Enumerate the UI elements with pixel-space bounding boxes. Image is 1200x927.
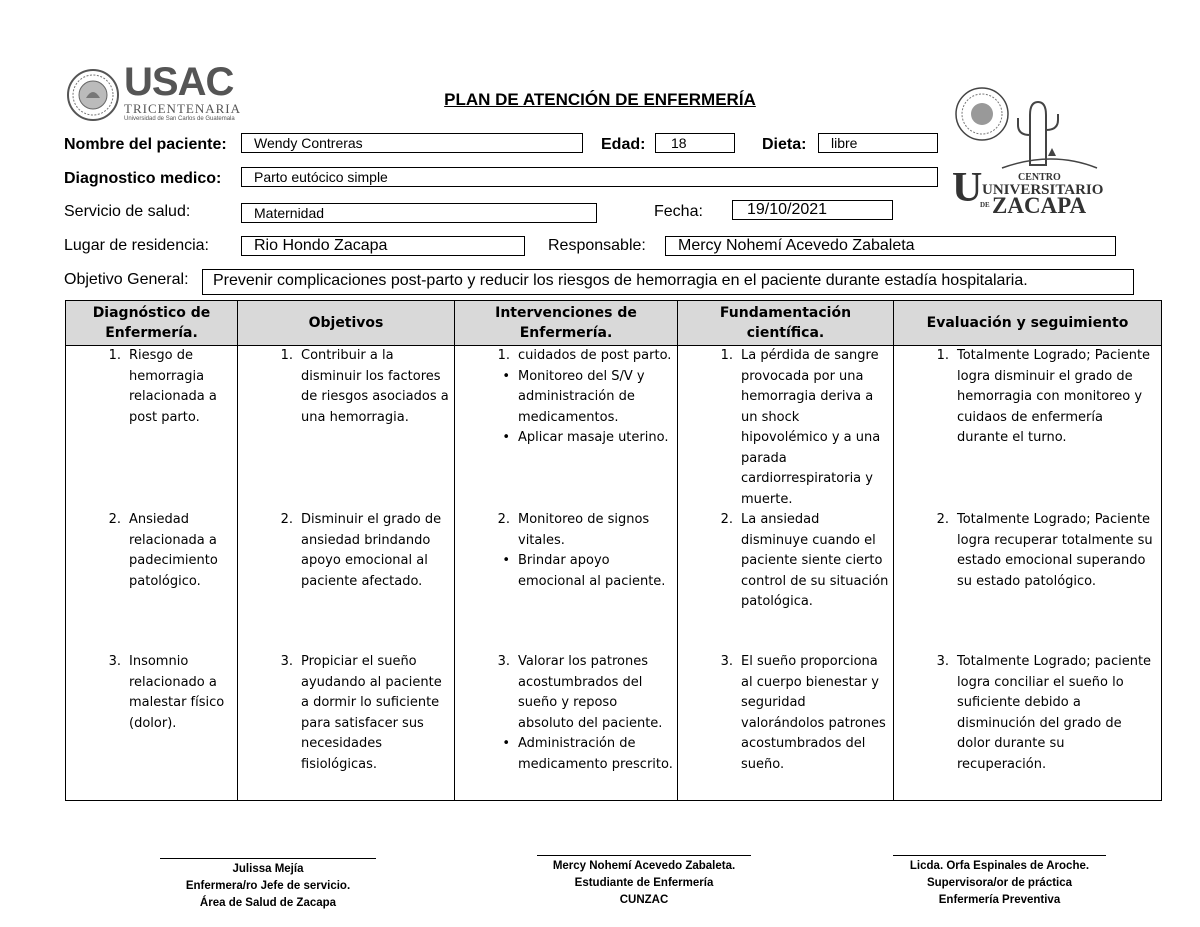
item-number: 1.: [108, 348, 121, 363]
cell-diagnosis: [66, 652, 238, 800]
diet-label: Dieta:: [762, 136, 807, 153]
bullet-icon: •: [502, 736, 510, 751]
date-label: Fecha:: [654, 203, 703, 220]
item-number: 3.: [720, 654, 733, 669]
patient-label: Nombre del paciente:: [64, 136, 227, 153]
item-number: 2.: [108, 512, 121, 527]
signature-place: Enfermería Preventiva: [938, 894, 1061, 906]
cell-rationale: [678, 652, 894, 800]
item-text: Totalmente Logrado; paciente logra conciliar el sueño lo suficiente debido a disminución del grado de dolor durante su recuperación.: [957, 654, 1152, 772]
bullet-text: Aplicar masaje uterino.: [518, 430, 669, 445]
signature-name: Julissa Mejía: [232, 863, 304, 875]
usac-wordmark: USAC: [124, 60, 234, 104]
signature-role: Enfermera/ro Jefe de servicio.: [185, 880, 351, 892]
responsible-field[interactable]: Mercy Nohemí Acevedo Zabaleta: [665, 236, 1116, 256]
cunzac-u-letter: U: [952, 165, 983, 211]
cell-interventions: [455, 346, 678, 511]
signature-place: Área de Salud de Zacapa: [199, 897, 337, 909]
page-title: PLAN DE ATENCIÓN DE ENFERMERÍA: [444, 90, 756, 109]
signature-name: Mercy Nohemí Acevedo Zabaleta.: [552, 860, 736, 872]
cell-interventions: [455, 510, 678, 652]
usac-tagline: Universidad de San Carlos de Guatemala: [124, 116, 235, 122]
item-text: Ansiedad relacionada a padecimiento patológico.: [129, 512, 218, 589]
cell-objective: [238, 652, 455, 800]
table-header-row: [66, 301, 1162, 346]
cell-rationale: [678, 510, 894, 652]
table-row: [66, 510, 1162, 652]
item-number: 1.: [936, 348, 949, 363]
item-text: Valorar los patrones acostumbrados del sueño y reposo absoluto del paciente.: [518, 654, 663, 731]
item-text: La ansiedad disminuye cuando el paciente siente cierto control de su situación patológica.: [741, 512, 889, 609]
item-text: Totalmente Logrado; Paciente logra recuperar totalmente su estado emocional superando su estado patológico.: [957, 512, 1153, 589]
item-text: Monitoreo de signos vitales.: [518, 512, 650, 548]
cell-objective: [238, 346, 455, 511]
bullet-text: Monitoreo del S/V y administración de medicamentos.: [518, 368, 645, 425]
service-label: Servicio de salud:: [64, 203, 191, 220]
bullet-text: Brindar apoyo emocional al paciente.: [518, 553, 666, 589]
signature-name: Licda. Orfa Espinales de Aroche.: [909, 860, 1090, 872]
bullet-text: Administración de medicamento prescrito.: [518, 736, 673, 772]
objective-label: Objetivo General:: [64, 271, 189, 288]
item-number: 3.: [280, 654, 293, 669]
cell-objective: [238, 510, 455, 652]
age-field[interactable]: 18: [655, 133, 735, 153]
item-text: Contribuir a la disminuir los factores de riesgos asociados a una hemorragia.: [301, 348, 449, 425]
cell-interventions: [455, 652, 678, 800]
item-number: 1.: [497, 348, 510, 363]
item-number: 3.: [108, 654, 121, 669]
diagnosis-field[interactable]: Parto eutócico simple: [241, 167, 938, 187]
residence-field[interactable]: Rio Hondo Zacapa: [241, 236, 525, 256]
signature-block-student: [537, 855, 751, 909]
care-plan-table: [65, 300, 1162, 801]
cell-diagnosis: [66, 510, 238, 652]
usac-subtitle: TRICENTENARIA: [124, 101, 241, 116]
service-field[interactable]: Maternidad: [241, 203, 597, 223]
item-number: 3.: [936, 654, 949, 669]
signature-role: Estudiante de Enfermería: [574, 877, 714, 889]
item-number: 1.: [280, 348, 293, 363]
signature-line: [160, 858, 376, 859]
diet-field[interactable]: libre: [818, 133, 938, 153]
bullet-icon: •: [502, 430, 510, 445]
item-text: Disminuir el grado de ansiedad brindando apoyo emocional al paciente afectado.: [301, 512, 442, 589]
header-rationale: Fundamentación científica.: [678, 301, 894, 346]
table-row: [66, 346, 1162, 511]
header-interventions: Intervenciones de Enfermería.: [455, 301, 678, 346]
signature-place: CUNZAC: [619, 894, 669, 906]
item-text: Insomnio relacionado a malestar físico (dolor).: [129, 654, 225, 731]
signature-block-supervisor: [893, 855, 1106, 909]
item-number: 2.: [936, 512, 949, 527]
item-text: cuidados de post parto.: [518, 348, 672, 363]
signature-line: [893, 855, 1106, 856]
objective-field[interactable]: Prevenir complicaciones post-parto y reducir los riesgos de hemorragia en el paciente durante estadía hospitalaria.: [202, 269, 1134, 295]
item-number: 2.: [280, 512, 293, 527]
item-number: 2.: [497, 512, 510, 527]
item-text: Propiciar el sueño ayudando al paciente a dormir lo suficiente para satisfacer sus necesidades fisiológicas.: [301, 654, 442, 772]
header-diagnosis: Diagnóstico de Enfermería.: [66, 301, 238, 346]
bullet-icon: •: [502, 368, 510, 384]
header-evaluation: Evaluación y seguimiento: [894, 301, 1162, 346]
age-label: Edad:: [601, 136, 646, 153]
cell-evaluation: [894, 346, 1162, 511]
signature-block-head-nurse: [160, 858, 376, 912]
table-row: [66, 652, 1162, 800]
diagnosis-label: Diagnostico medico:: [64, 170, 222, 187]
item-number: 3.: [497, 654, 510, 669]
signature-line: [537, 855, 751, 856]
residence-label: Lugar de residencia:: [64, 237, 209, 254]
cell-evaluation: [894, 510, 1162, 652]
cell-rationale: [678, 346, 894, 511]
item-text: El sueño proporciona al cuerpo bienestar y seguridad valorándolos patrones acostumbrados del sueño.: [741, 654, 886, 772]
item-text: Riesgo de hemorragia relacionada a post parto.: [129, 348, 217, 425]
bullet-icon: •: [502, 553, 510, 568]
item-number: 2.: [720, 512, 733, 527]
item-number: 1.: [720, 348, 733, 363]
cell-evaluation: [894, 652, 1162, 800]
date-field[interactable]: 19/10/2021: [732, 200, 893, 220]
cunzac-line3: ZACAPA: [992, 193, 1087, 218]
cunzac-line1: CENTRO: [1018, 172, 1061, 183]
cunzac-prefix-de: DE: [980, 201, 990, 209]
header-objectives: Objetivos: [238, 301, 455, 346]
signature-role: Supervisora/or de práctica: [926, 877, 1073, 889]
item-text: Totalmente Logrado; Paciente logra disminuir el grado de hemorragia con monitoreo y cuidaos de enfermería durante el turno.: [957, 348, 1151, 445]
item-text: La pérdida de sangre provocada por una hemorragia deriva a un shock hipovolémico y a una parada cardiorrespiratoria y muerte.: [741, 348, 881, 507]
cunzac-line2: UNIVERSITARIO: [982, 182, 1104, 198]
cell-diagnosis: [66, 346, 238, 511]
responsible-label: Responsable:: [548, 237, 646, 254]
patient-field[interactable]: Wendy Contreras: [241, 133, 583, 153]
